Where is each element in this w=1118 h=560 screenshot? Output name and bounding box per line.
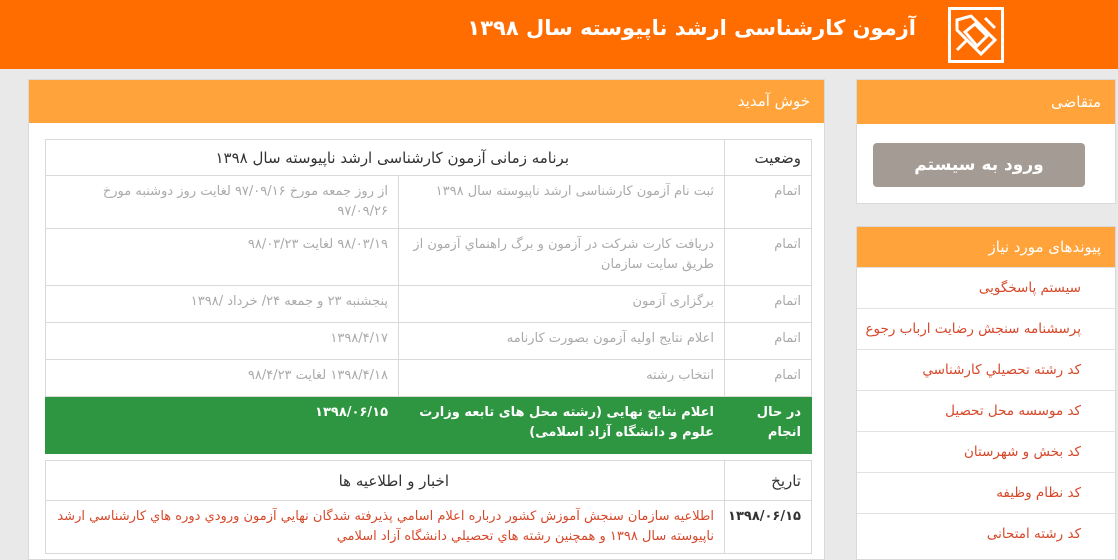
link-bachelor-field-codes[interactable]: کد رشته تحصيلي كارشناسي	[857, 349, 1115, 390]
schedule-table	[45, 139, 812, 454]
news-link[interactable]: اطلاعيه سازمان سنجش آموزش کشور درباره اعلام اسامي پذيرفته شدگان نهايي آزمون ورودي دوره هاي كارشناسي ارشد ناپيوسته سال ۱۳۹۸ و همچنين رشته هاي تحصيلي دانشگاه آزاد اسلامي	[46, 501, 725, 554]
event-cell: اعلام نتایج نهایی (رشته محل های تابعه وزارت علوم و دانشگاه آزاد اسلامی)	[399, 397, 725, 454]
event-cell: برگزاری آزمون	[399, 286, 725, 323]
status-cell: در حال انجام	[725, 397, 812, 454]
event-cell: دریافت کارت شرکت در آزمون و برگ راهنماي آزمون از طریق سایت سازمان	[399, 229, 725, 286]
link-military-service-codes[interactable]: کد نظام وظیفه	[857, 472, 1115, 513]
table-row-in-progress	[46, 397, 812, 454]
top-header-bar	[0, 0, 1118, 69]
applicant-panel	[856, 79, 1116, 204]
useful-links-panel	[856, 226, 1116, 560]
links-panel-title: پیوندهای مورد نیاز	[857, 227, 1115, 267]
link-help-system[interactable]: سیستم پاسخگویی	[857, 267, 1115, 308]
status-cell: اتمام	[725, 360, 812, 397]
status-cell: اتمام	[725, 323, 812, 360]
date-cell: از روز جمعه مورخ ۹۷/۰۹/۱۶ لغایت روز دوشنبه مورخ ۹۷/۰۹/۲۶	[46, 176, 399, 229]
link-district-codes[interactable]: کد بخش و شهرستان	[857, 431, 1115, 472]
date-cell: ۱۳۹۸/۴/۱۸ لغایت ۹۸/۴/۲۳	[46, 360, 399, 397]
status-cell: اتمام	[725, 286, 812, 323]
table-row	[46, 176, 812, 229]
table-row	[46, 501, 812, 554]
table-row	[46, 360, 812, 397]
status-cell: اتمام	[725, 229, 812, 286]
status-cell: اتمام	[725, 176, 812, 229]
link-institution-codes[interactable]: کد موسسه محل تحصیل	[857, 390, 1115, 431]
welcome-panel	[28, 79, 825, 560]
link-satisfaction-survey[interactable]: پرسشنامه سنجش رضایت ارباب رجوع	[857, 308, 1115, 349]
news-table	[45, 460, 812, 554]
event-cell: انتخاب رشته	[399, 360, 725, 397]
login-button[interactable]: ورود به سیستم	[873, 143, 1085, 187]
welcome-panel-title: خوش آمدید	[29, 80, 824, 123]
table-row	[46, 286, 812, 323]
organization-logo-icon[interactable]	[948, 7, 1004, 63]
schedule-table-title: برنامه زمانی آزمون کارشناسی ارشد ناپیوسته سال ۱۳۹۸	[46, 140, 725, 176]
event-cell: اعلام نتایج اولیه آزمون بصورت کارنامه	[399, 323, 725, 360]
applicant-panel-title: متقاضی	[857, 80, 1115, 124]
date-cell: ۱۳۹۸/۴/۱۷	[46, 323, 399, 360]
column-header-news: اخبار و اطلاعیه ها	[46, 461, 725, 501]
column-header-date: تاریخ	[725, 461, 812, 501]
date-cell: ۱۳۹۸/۰۶/۱۵	[46, 397, 399, 454]
date-cell: ۹۸/۰۳/۱۹ لغایت ۹۸/۰۳/۲۳	[46, 229, 399, 286]
table-row	[46, 229, 812, 286]
link-exam-field-codes[interactable]: کد رشته امتحانی	[857, 513, 1115, 554]
column-header-status: وضعیت	[725, 140, 812, 176]
news-date: ۱۳۹۸/۰۶/۱۵	[725, 501, 812, 554]
event-cell: ثبت نام آزمون کارشناسی ارشد ناپیوسته سال ۱۳۹۸	[399, 176, 725, 229]
site-title: آزمون کارشناسی ارشد ناپیوسته سال ۱۳۹۸	[467, 16, 916, 40]
date-cell: پنجشنبه ۲۳ و جمعه ۲۴/ خرداد /۱۳۹۸	[46, 286, 399, 323]
table-row	[46, 323, 812, 360]
